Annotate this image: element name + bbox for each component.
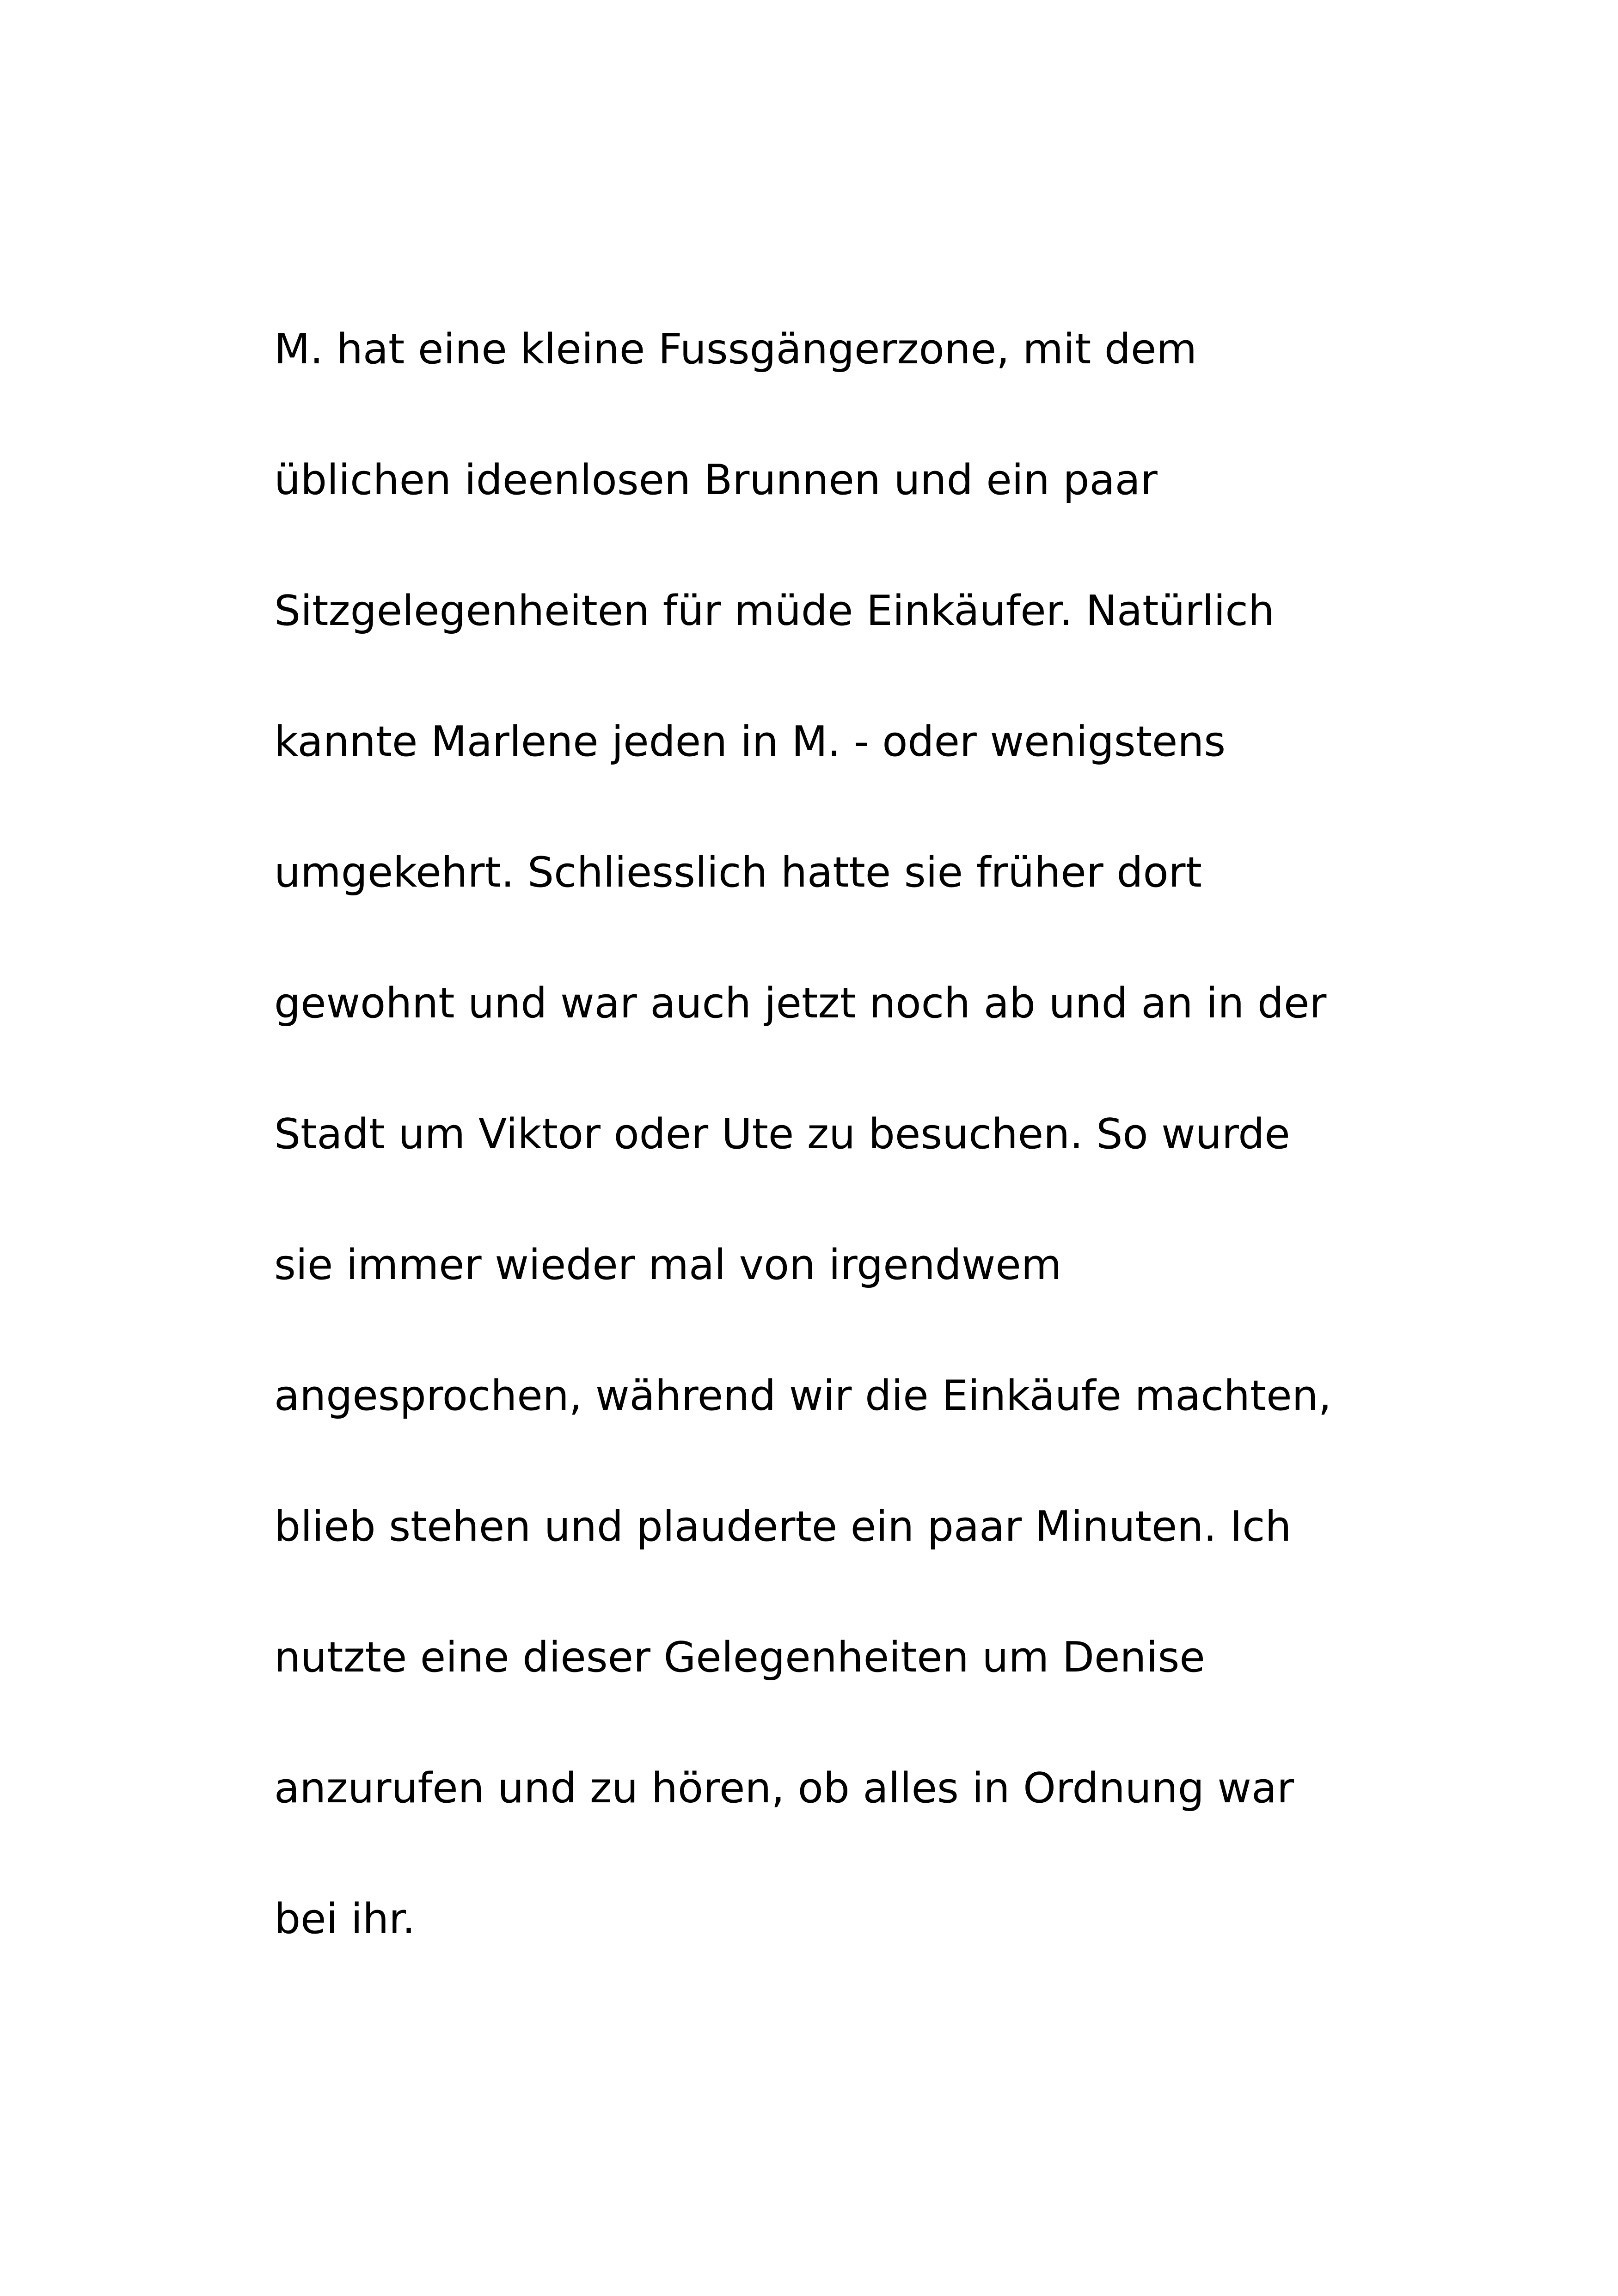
text-line: üblichen ideenlosen Brunnen und ein paar [274,456,1158,504]
paragraph [274,284,1384,1984]
text-line: blieb stehen und plauderte ein paar Minuten. Ich [274,1502,1292,1551]
text-line: M. hat eine kleine Fussgängerzone, mit dem [274,325,1197,373]
text-line: nutzte eine dieser Gelegenheiten um Denise [274,1633,1205,1682]
text-line: umgekehrt. Schliesslich hatte sie früher dort [274,848,1202,897]
text-line: kannte Marlene jeden in M. - oder wenigstens [274,717,1226,766]
text-line: anzurufen und zu hören, ob alles in Ordnung war [274,1764,1294,1812]
text-line: bei ihr. [274,1895,416,1943]
text-line: Sitzgelegenheiten für müde Einkäufer. Natürlich [274,587,1275,635]
text-line: gewohnt und war auch jetzt noch ab und an in der [274,979,1327,1028]
text-line: sie immer wieder mal von irgendwem [274,1241,1062,1289]
text-line: Stadt um Viktor oder Ute zu besuchen. So wurde [274,1110,1290,1158]
text-line: angesprochen, während wir die Einkäufe machten, [274,1371,1332,1420]
